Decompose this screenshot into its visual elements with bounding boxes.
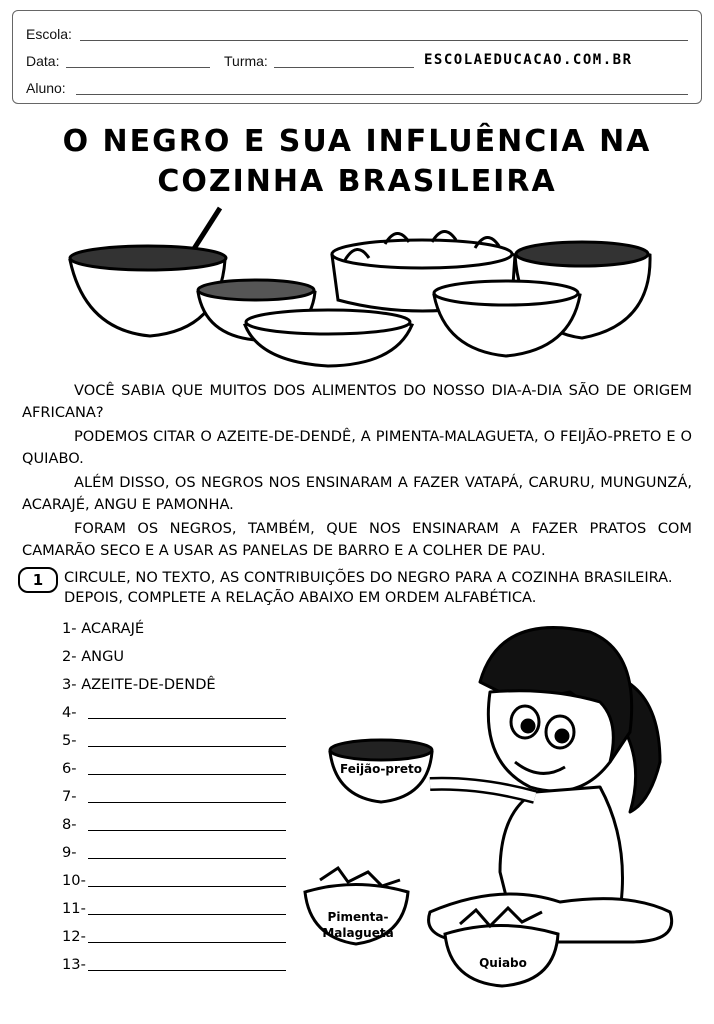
question-number: 1 (18, 567, 58, 593)
answer-item-1: 1- ACARAJÉ (62, 620, 145, 637)
page-title-line2: COZINHA BRASILEIRA (157, 164, 557, 199)
page-title-line1: O NEGRO E SUA INFLUÊNCIA NA (62, 124, 652, 159)
answer-number: 4- (62, 704, 77, 721)
answer-blank[interactable] (88, 914, 286, 915)
site-url: ESCOLAEDUCACAO.COM.BR (424, 52, 633, 68)
school-field[interactable] (80, 40, 688, 41)
paragraph-2: PODEMOS CITAR O AZEITE-DE-DENDÊ, A PIMENTA-MALAGUETA, O FEIJÃO-PRETO E O QUIABO. (22, 428, 692, 467)
paragraph-3: ALÉM DISSO, OS NEGROS NOS ENSINARAM A FAZER VATAPÁ, CARURU, MUNGUNZÁ, ACARAJÉ, ANGU E PAMONHA. (22, 474, 692, 513)
answer-blank[interactable] (88, 746, 286, 747)
answer-number: 6- (62, 760, 77, 777)
date-label: Data: (26, 53, 60, 69)
pots-illustration (60, 200, 660, 372)
answer-blank[interactable] (88, 942, 286, 943)
bowl-label-pimenta-1: Pimenta- (327, 910, 389, 924)
answer-blank[interactable] (88, 802, 286, 803)
student-label: Aluno: (26, 80, 66, 96)
answer-number: 13- (62, 956, 86, 973)
answer-number: 9- (62, 844, 77, 861)
bowl-label-feijao: Feijão-preto (339, 762, 423, 776)
answer-number: 10- (62, 872, 86, 889)
paragraph-1: VOCÊ SABIA QUE MUITOS DOS ALIMENTOS DO NOSSO DIA-A-DIA SÃO DE ORIGEM AFRICANA? (22, 382, 692, 421)
answer-blank[interactable] (88, 774, 286, 775)
school-label: Escola: (26, 26, 72, 42)
bowl-label-quiabo: Quiabo (479, 956, 527, 970)
student-field[interactable] (76, 94, 688, 95)
answer-number: 7- (62, 788, 77, 805)
paragraph-4: FORAM OS NEGROS, TAMBÉM, QUE NOS ENSINARAM A FAZER PRATOS COM CAMARÃO SECO E A USAR AS PANELAS DE BARRO E A COLHER DE PAU. (22, 520, 692, 559)
answer-blank[interactable] (88, 886, 286, 887)
answer-number: 11- (62, 900, 86, 917)
answer-item-2: 2- ANGU (62, 648, 125, 665)
answer-number: 8- (62, 816, 77, 833)
answer-blank[interactable] (88, 718, 286, 719)
date-field[interactable] (66, 67, 210, 68)
class-field[interactable] (274, 67, 414, 68)
bowl-label-pimenta-2: Malagueta (322, 926, 394, 940)
answer-item-3: 3- AZEITE-DE-DENDÊ (62, 676, 216, 693)
answer-number: 12- (62, 928, 86, 945)
answer-blank[interactable] (88, 858, 286, 859)
answer-number: 5- (62, 732, 77, 749)
class-label: Turma: (224, 53, 268, 69)
answer-blank[interactable] (88, 970, 286, 971)
answer-blank[interactable] (88, 830, 286, 831)
question-text: CIRCULE, NO TEXTO, AS CONTRIBUIÇÕES DO NEGRO PARA A COZINHA BRASILEIRA. DEPOIS, COMPLETE A RELAÇÃO ABAIXO EM ORDEM ALFABÉTICA. (64, 569, 673, 606)
